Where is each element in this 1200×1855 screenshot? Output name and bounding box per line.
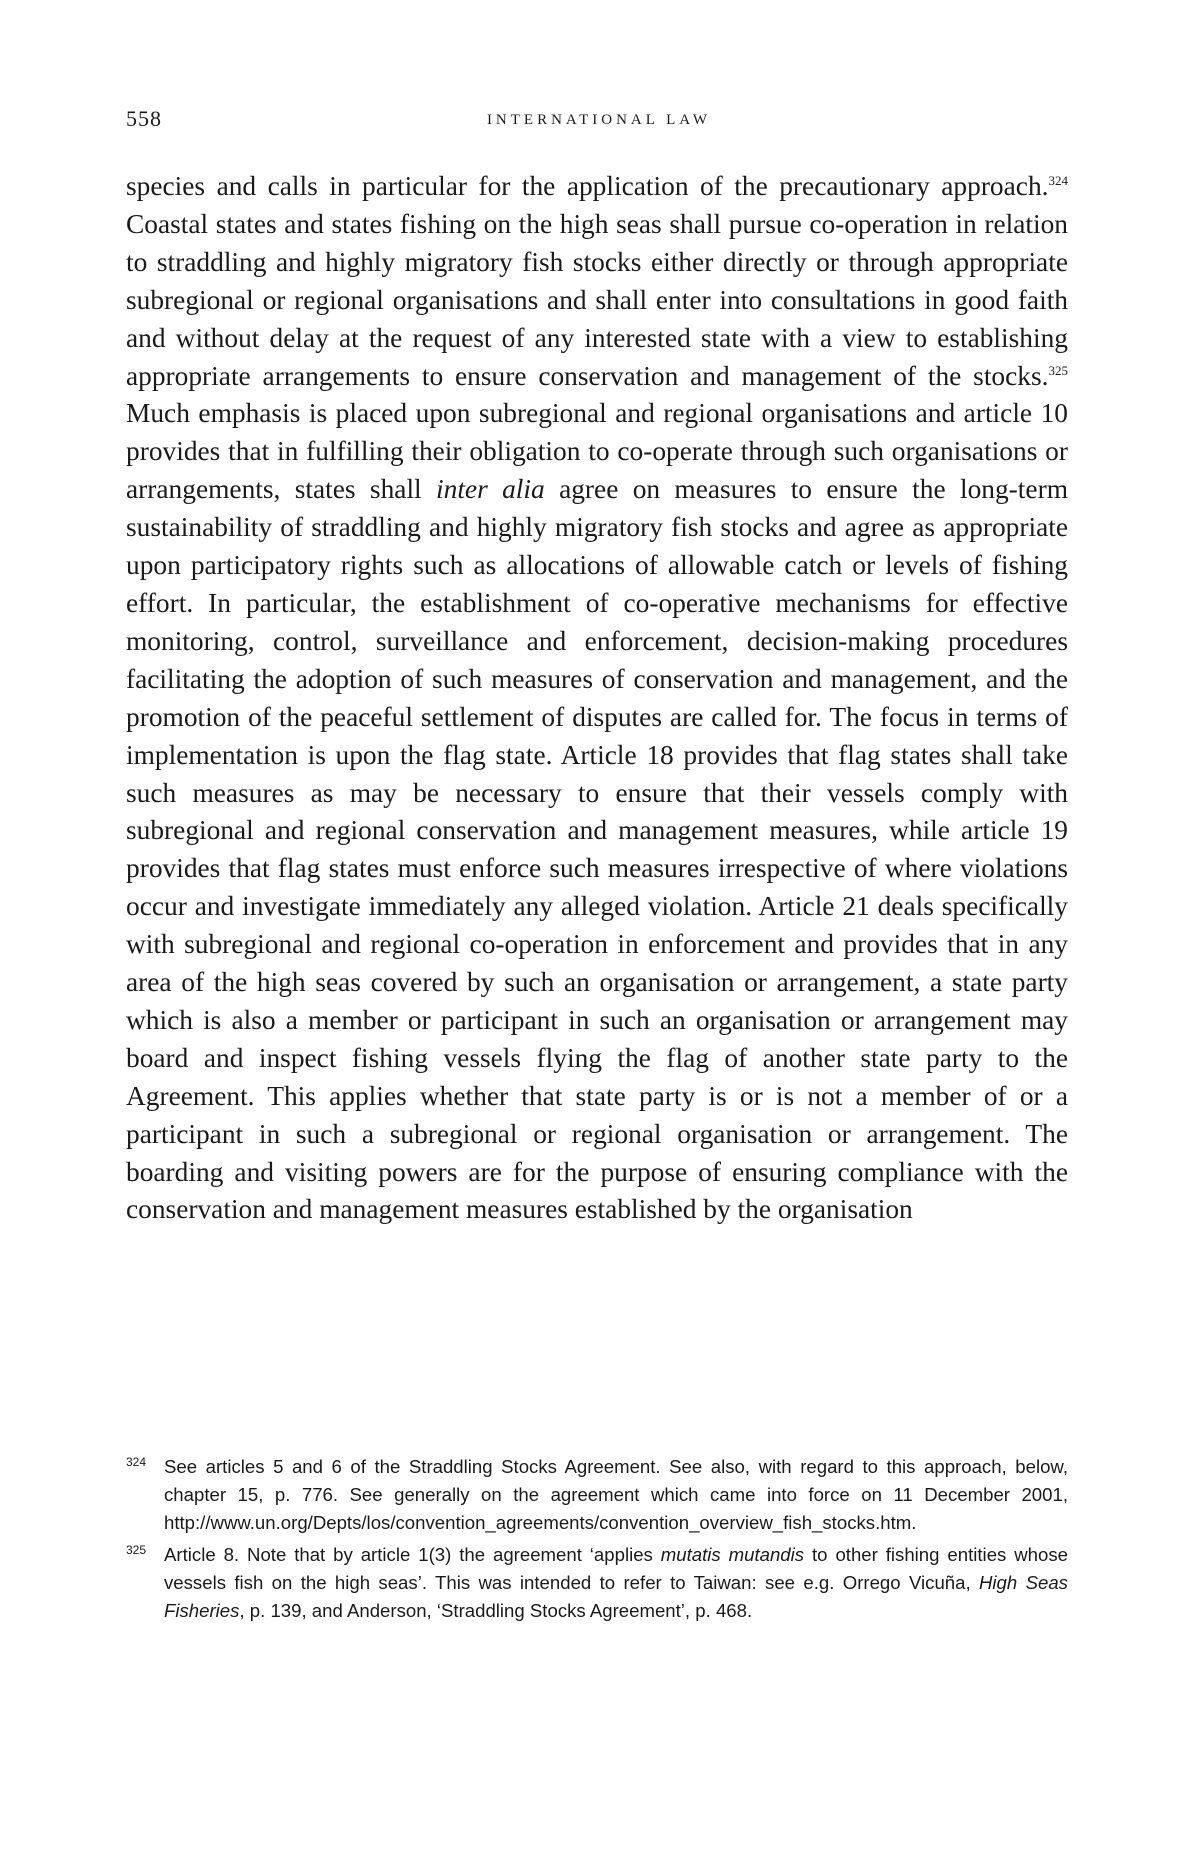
footnote-marker: 325	[126, 1543, 147, 1557]
footnote-text: See articles 5 and 6 of the Straddling Stocks Agreement. See also, with regard to this approach, below, chapter 15, p. 776. See generally on the agreement which came into force on 11 December 2001, http://www.un.org/Depts/los/convention_agreements/convention_overview_fish_stocks.htm.	[164, 1456, 1068, 1533]
footnote	[126, 1541, 1068, 1625]
footnote-reference[interactable]: 324	[1048, 172, 1068, 188]
body-text-segment: Much emphasis is placed upon subregional and regional organisations and article 10 provides that in fulfilling their obligation to co-operate through such organisations or arrangements, states shall	[126, 398, 1068, 505]
footnote-reference[interactable]: 325	[1048, 362, 1068, 378]
footnotes	[126, 1453, 1068, 1629]
footnote-text: to other fishing entities whose vessels fish on the high seas’. This was intended to refer to Taiwan: see e.g. Orrego Vicuña,	[164, 1544, 1068, 1593]
page-number: 558	[126, 106, 162, 131]
latin-phrase: inter alia	[436, 474, 545, 505]
latin-phrase: mutatis mutandis	[660, 1544, 805, 1565]
running-head: INTERNATIONAL LAW	[486, 112, 712, 128]
body-text-segment: Coastal states and states fishing on the high seas shall pursue co-operation in relation to straddling and highly migratory fish stocks either directly or through appropriate subregional or regional organisations and shall enter into consultations in good faith and without delay at the request of any interested state with a view to establishing appropriate arrangements to ensure conservation and management of the stocks.	[126, 208, 1068, 391]
footnote	[126, 1453, 1068, 1537]
footnote-text: , p. 139, and Anderson, ‘Straddling Stocks Agreement’, p. 468.	[239, 1600, 753, 1621]
body-paragraph	[126, 168, 1068, 1229]
cited-work-title: High Seas Fisheries	[164, 1572, 1068, 1621]
footnote-text: Article 8. Note that by article 1(3) the agreement ‘applies	[164, 1544, 661, 1565]
footnote-marker: 324	[126, 1455, 147, 1469]
page-header	[126, 106, 1072, 136]
body-text-segment: agree on measures to ensure the long-term sustainability of straddling and highly migratory fish stocks and agree as appropriate upon participatory rights such as allocations of allowable catch or levels of fishing effort. In particular, the establishment of co-operative mechanisms for effective monitoring, control, surveillance and enforcement, decision-making procedures facilitating the adoption of such measures of conservation and management, and the promotion of the peaceful settlement of disputes are called for. The focus in terms of implementation is upon the flag state. Article 18 provides that flag states shall take such measures as may be necessary to ensure that their vessels comply with subregional and regional conservation and management measures, while article 19 provides that flag states must enforce such measures irrespective of where violations occur and investigate immediately any alleged violation. Article 21 deals specifically with subregional and regional co-operation in enforcement and provides that in any area of the high seas covered by such an organisation or arrangement, a state party which is also a member or participant in such an organisation or arrangement may board and inspect fishing vessels flying the flag of another state party to the Agreement. This applies whether that state party is or is not a member of or a participant in such a subregional or regional organisation or arrangement. The boarding and visiting powers are for the purpose of ensuring compliance with the conservation and management measures established by the organisation	[126, 474, 1068, 1225]
body-text-segment: species and calls in particular for the application of the precautionary approach.	[126, 171, 1049, 201]
